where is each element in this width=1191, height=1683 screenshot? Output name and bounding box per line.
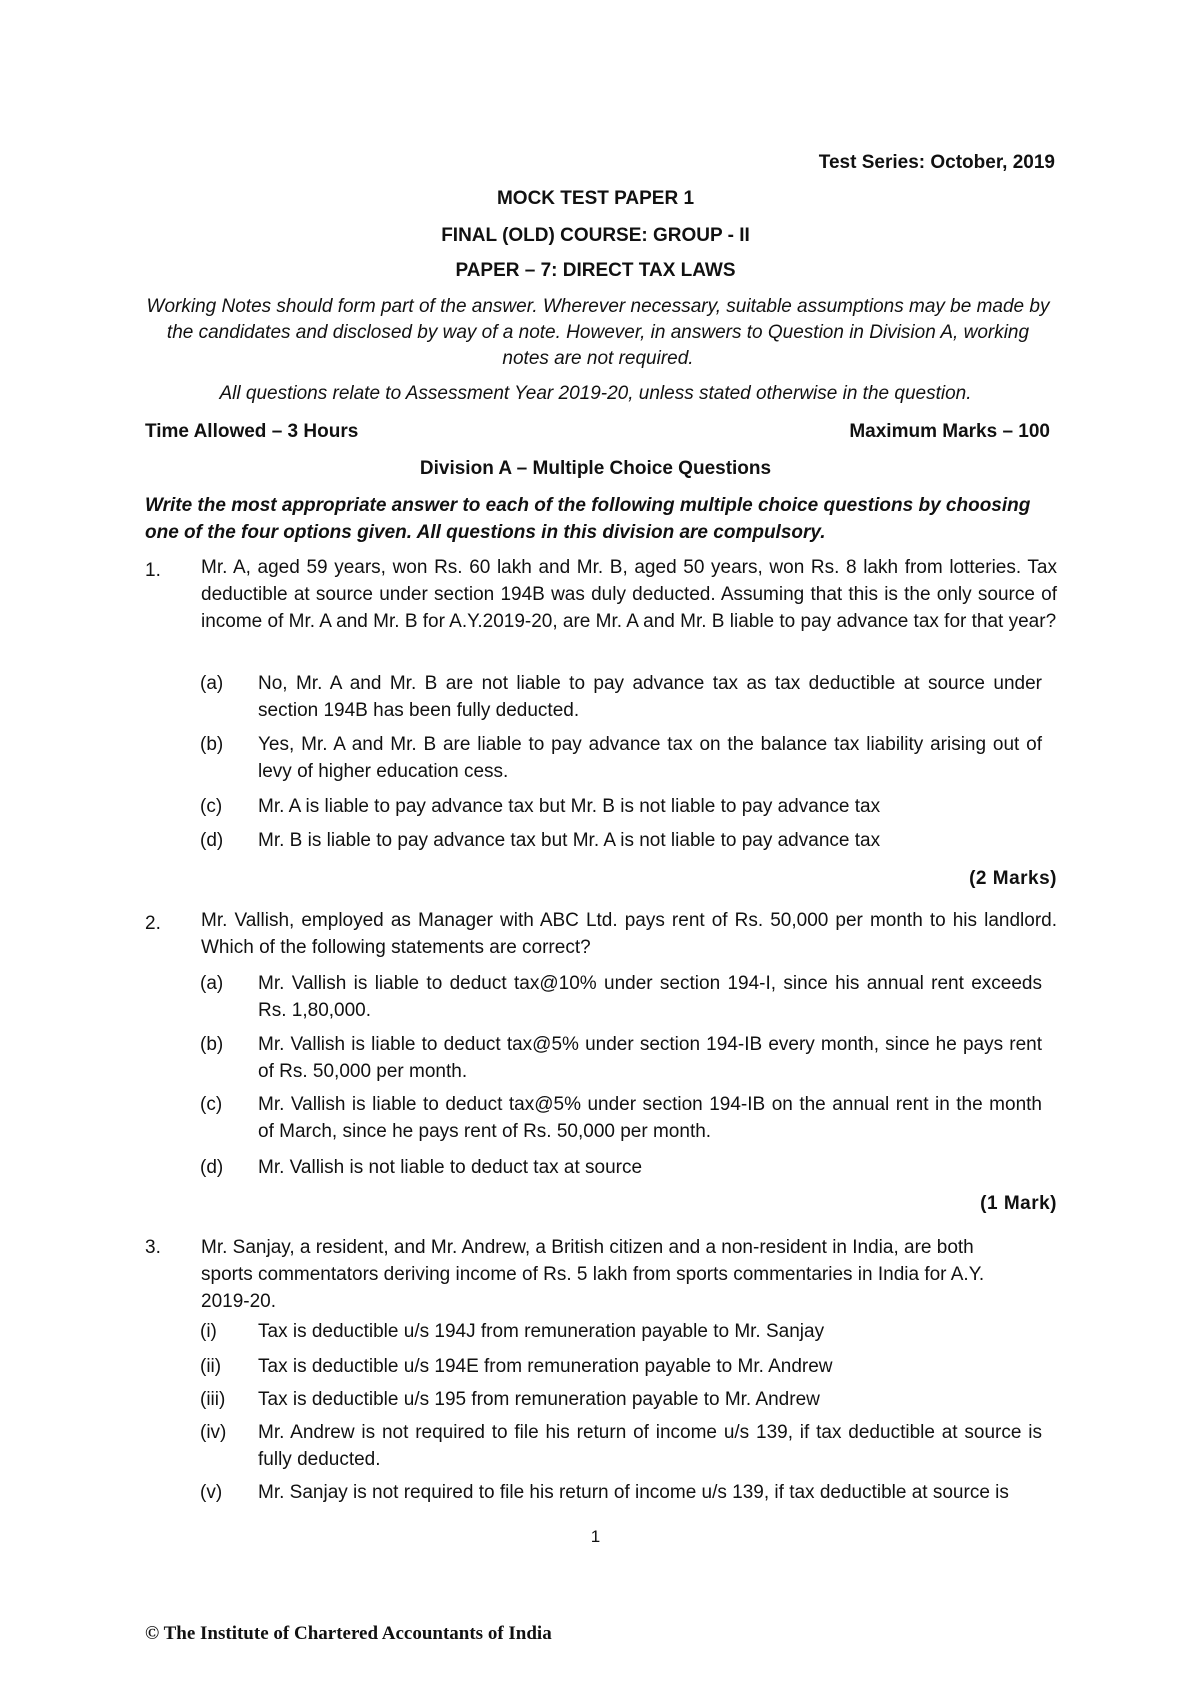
time-marks-row [145,421,1050,443]
maximum-marks: Maximum Marks – 100 [849,421,1050,442]
option-text: Mr. A is liable to pay advance tax but Mr. B is not liable to pay advance tax [258,796,881,817]
question-2-option-a [200,970,1042,1024]
option-text: Mr. Vallish is not liable to deduct tax at source [258,1157,643,1178]
question-2-option-d [200,1154,1042,1181]
option-text: Mr. Vallish is liable to deduct tax@5% under section 194-IB every month, since he pays rent of Rs. 50,000 per month. [258,1034,1042,1082]
option-label: (iii) [200,1389,226,1410]
question-2 [145,907,1057,961]
option-label: (d) [200,1157,224,1178]
question-text: Mr. A, aged 59 years, won Rs. 60 lakh and Mr. B, aged 50 years, won Rs. 8 lakh from lotteries. Tax deductible at source under section 194B was duly deducted. Assuming that this is the only source of income of Mr. A and Mr. B for A.Y.2019-20, are Mr. A and Mr. B liable to pay advance tax for that year? [201,557,1057,632]
option-label: (c) [200,1094,223,1115]
question-3-option-iv [200,1419,1042,1473]
question-1 [145,554,1057,635]
division-title: Division A – Multiple Choice Questions [419,458,772,479]
question-2-option-b [200,1031,1042,1085]
question-2-option-c [200,1091,1042,1145]
question-3-option-v [200,1479,1042,1506]
course-title: FINAL (OLD) COURSE: GROUP - II [441,225,750,246]
question-1-option-c [200,793,1042,820]
time-allowed: Time Allowed – 3 Hours [145,421,359,442]
option-label: (c) [200,796,223,817]
option-label: (b) [200,734,224,755]
option-label: (a) [200,973,224,994]
question-1-option-d [200,827,1042,854]
paper-subject: PAPER – 7: DIRECT TAX LAWS [455,260,736,281]
working-notes-instruction: Working Notes should form part of the answer. Wherever necessary, suitable assumptions may be made by the candidates and disclosed by way of a note. However, in answers to Question in Division A, working notes are not required. [146,296,1050,369]
option-text: Tax is deductible u/s 195 from remuneration payable to Mr. Andrew [258,1389,820,1410]
option-text: No, Mr. A and Mr. B are not liable to pay advance tax as tax deductible at source under section 194B has been fully deducted. [258,673,1042,721]
question-text: Mr. Sanjay, a resident, and Mr. Andrew, a British citizen and a non-resident in India, are both sports commentators deriving income of Rs. 5 lakh from sports commentaries in India for A.Y. 2019-20. [201,1237,985,1312]
option-text: Tax is deductible u/s 194J from remuneration payable to Mr. Sanjay [258,1321,825,1342]
question-3-option-iii [200,1386,1042,1413]
option-label: (i) [200,1321,217,1342]
assessment-year-note: All questions relate to Assessment Year 2019-20, unless stated otherwise in the question. [219,383,972,404]
question-3 [145,1234,1057,1315]
option-label: (d) [200,830,224,851]
option-label: (b) [200,1034,224,1055]
option-text: Mr. Sanjay is not required to file his return of income u/s 139, if tax deductible at source is [258,1482,1009,1503]
question-1-option-a [200,670,1042,724]
option-text: Tax is deductible u/s 194E from remuneration payable to Mr. Andrew [258,1356,833,1377]
division-instruction: Write the most appropriate answer to each of the following multiple choice questions by choosing one of the four options given. All questions in this division are compulsory. [145,495,1031,543]
option-label: (v) [200,1482,223,1503]
paper-title: MOCK TEST PAPER 1 [496,188,695,209]
question-3-option-i [200,1318,1042,1345]
question-3-option-ii [200,1353,1042,1380]
question-text: Mr. Vallish, employed as Manager with ABC Ltd. pays rent of Rs. 50,000 per month to his landlord. Which of the following statements are correct? [201,910,1057,958]
option-text: Mr. Vallish is liable to deduct tax@5% under section 194-IB on the annual rent in the month of March, since he pays rent of Rs. 50,000 per month. [258,1094,1042,1142]
option-label: (a) [200,673,224,694]
question-2-marks: (1 Mark) [980,1193,1057,1214]
test-series-label: Test Series: October, 2019 [818,152,1055,173]
question-number: 1. [145,560,161,581]
option-label: (iv) [200,1422,227,1443]
question-1-marks: (2 Marks) [969,868,1057,889]
page-number: 1 [590,1527,601,1546]
question-number: 2. [145,913,161,934]
option-text: Mr. B is liable to pay advance tax but Mr. A is not liable to pay advance tax [258,830,881,851]
option-label: (ii) [200,1356,222,1377]
option-text: Mr. Andrew is not required to file his return of income u/s 139, if tax deductible at source is fully deducted. [258,1422,1042,1470]
question-1-option-b [200,731,1042,785]
option-text: Yes, Mr. A and Mr. B are liable to pay advance tax on the balance tax liability arising out of levy of higher education cess. [258,734,1042,782]
option-text: Mr. Vallish is liable to deduct tax@10% under section 194-I, since his annual rent exceeds Rs. 1,80,000. [258,973,1042,1021]
copyright-footer: © The Institute of Chartered Accountants of India [145,1623,552,1644]
question-number: 3. [145,1237,161,1258]
